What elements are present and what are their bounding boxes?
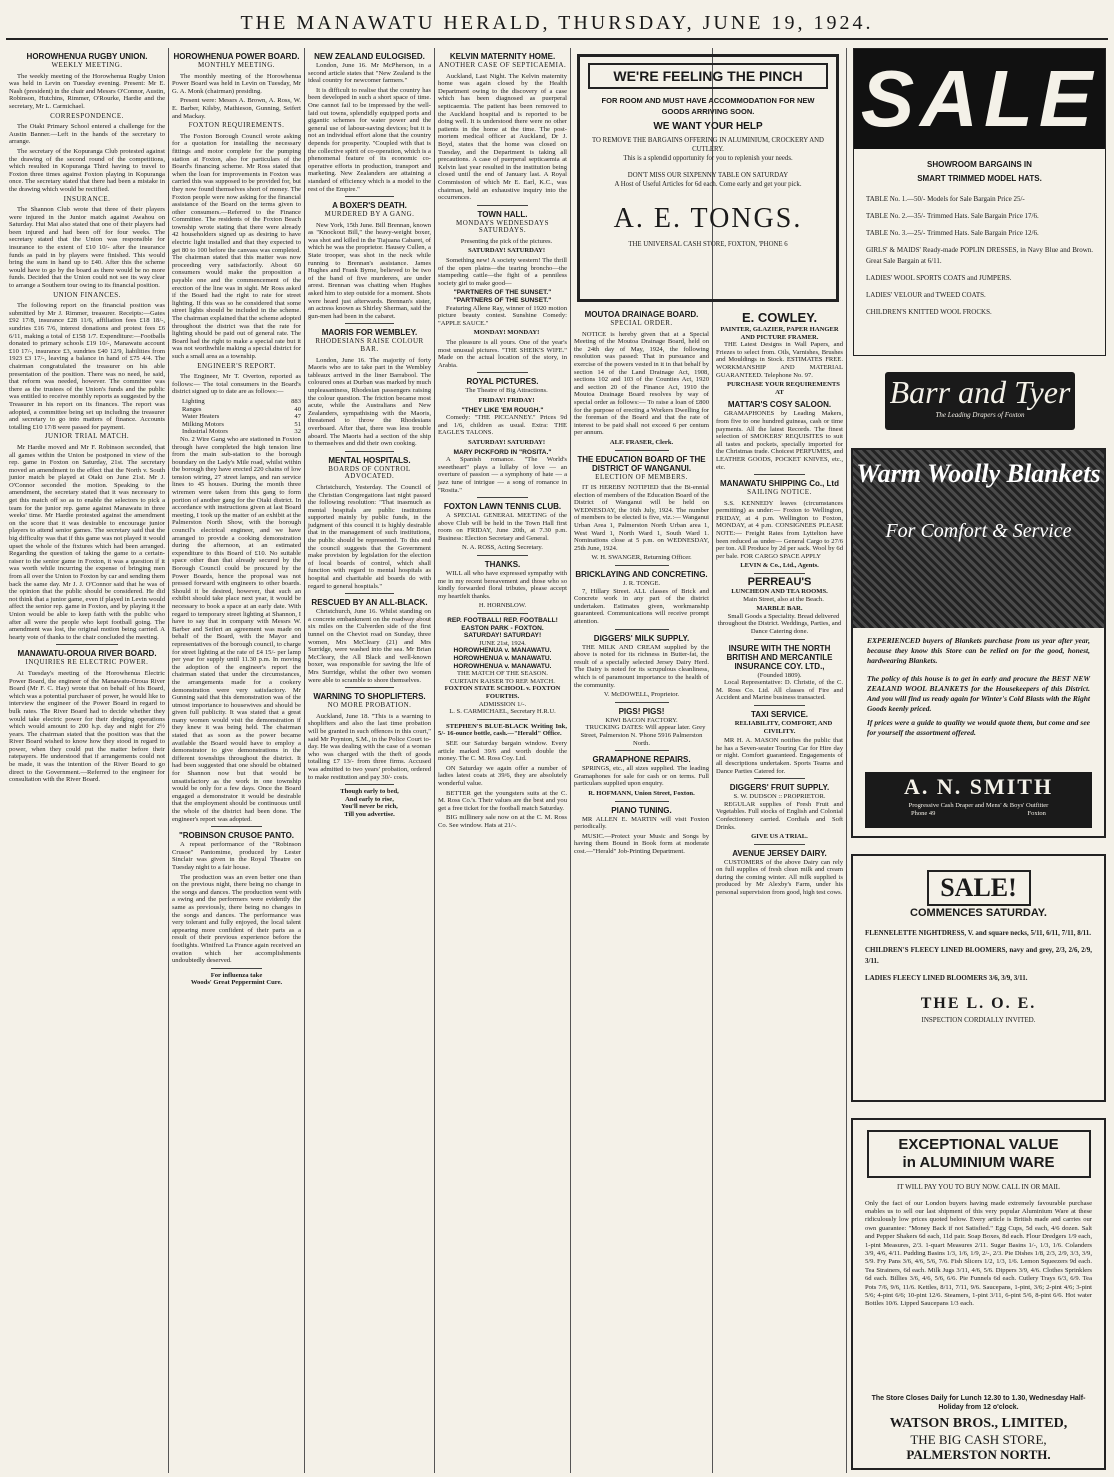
headline: GRAMAPHONE REPAIRS. (592, 755, 691, 765)
list-item: LADIES FLEECY LINED BLOOMERS 3/6, 3/9, 3/11. (865, 973, 1028, 982)
headline: PIANO TUNING. (611, 805, 672, 815)
subhead: SPECIAL ORDER. (610, 319, 673, 327)
headline: THE EDUCATION BOARD OF THE DISTRICT OF WANGANUI. (577, 454, 706, 473)
subhead: KIWI BACON FACTORY. (605, 716, 678, 724)
headline: KELVIN MATERNITY HOME. (449, 52, 556, 61)
advert-line: HOROWHENUA v. MANAWATU. (453, 647, 552, 655)
advert-text: MR ALLEN E. MARTIN will visit Foxton periodically. (574, 815, 709, 831)
advert-line: REP. FOOTBALL! REP. FOOTBALL! (447, 617, 558, 625)
advert-text: THE UNIVERSAL CASH STORE, FOXTON, 'PHONE 6 (628, 241, 788, 248)
subhead: BOARDS OF CONTROL ADVOCATED. (328, 464, 411, 481)
headline: ROYAL PICTURES. (466, 377, 539, 387)
list-item: CHILDREN'S KNITTED WOOL FROCKS. (866, 308, 992, 317)
article-text: A repeat performance of the "Robinson Crusoe" Pantomime, produced by Lester Sinclair was given in the Royal Theatre on Tuesday night to a fair house. (172, 841, 301, 871)
advert-headline: Warm Woolly Blankets (856, 459, 1101, 488)
advert-text: SHOWROOM BARGAINS IN (927, 160, 1032, 169)
tongs-advert: WE'RE FEELING THE PINCH FOR ROOM AND MUST HAVE ACCOMMODATION FOR NEW GOODS ARRIVING SOON. WE WANT YOUR HELP TO REMOVE THE BARGAINS OFFERING IN ALUMINIUM, CROCKERY AND CUTLERY. This is a splendid opportunity for you to replenish your needs. DON'T MISS OUR SIXPENNY TABLE ON SATURDAY A Host of Useful Articles for 6d each. Come early and get your pick. A. E. TONGS. THE UNIVERSAL CASH STORE, FOXTON, 'PHONE 6 (577, 54, 839, 302)
article-text: The Otaki Primary School entered a challenge for the Austin Banner.—Left in the hands of the secretary to arrange. (9, 123, 165, 146)
advert-name: PALMERSTON NORTH. (906, 1447, 1051, 1462)
advert-line: For influenza take (210, 971, 263, 979)
subhead: JUNIOR TRIAL MATCH. (44, 432, 130, 441)
advert-text: The Store Closes Daily for Lunch 12.30 to 1.30, Wednesday Half-Holiday from 12 o'clock. (871, 1395, 1086, 1411)
headline: MATTAR'S COSY SALOON. (727, 400, 832, 410)
column-5: MOUTOA DRAINAGE BOARD. SPECIAL ORDER. NOTICE is hereby given that at a Special Meeting of the Moutoa Drainage Board, held on the 24th day of May, 1924, the following resolution was passed: That in pursuance and exercise of the powers vested in it in that behalf by section 14 of the Land Drainage Act, 1908, sections 102 and 103 of the Counties Act, 1920 and section 20 of the Finance Act, 1910 the Moutoa Drainage Board resolves by way of special order as follows:— To raise a loan of £800 for the purpose of erecting a Workers Dwelling for the foreman of the Board and that the rate of interest to be paid shall not exceed 6 per centum per annum. ALF. FRASER, Clerk. THE EDUCATION BOARD OF THE DISTRICT OF WANGANUI. ELECTION OF MEMBERS. IT IS HEREBY NOTIFIED that the Bi-ennial election of members of the Education Board of the District of Wanganui will be held on WEDNESDAY, the 16th July, 1924. The number of members to be elected is five, viz.:— Wanganui Urban Area 1, Palmerston North Urban area 1, West Ward 1, North Ward 1, South Ward 1. Nominations close at 5 p.m. on WEDNESDAY, 25th June, 1924. W. H. SWANGER, Returning Officer. BRICKLAYING AND CONCRETING. J. R. TONGE. 7, Hillary Street. ALL classes of Brick and Concrete work in any part of the district undertaken. Estimates given, workmanship guaranteed. Communications will receive prompt attention. DIGGERS' MILK SUPPLY. THE MILK AND CREAM supplied by the above is noted for its richness in Butter-fat, the result of a specially selected Jersey Dairy Herd. The Dairy is noted for its scrupulous cleanliness, which is of paramount importance to the health of the community. V. McDOWELL, Proprietor. PIGS! PIGS! KIWI BACON FACTORY. TRUCKING DATES: Will appear later. Grey Street, Palmerston N. 'Phone 5916 Palmerston North. GRAMAPHONE REPAIRS. SPRINGS, etc., all sizes supplied. The leading Gramaphones for sale for cash or on terms. Full particulars supplied upon enquiry. R. HOFMANN, Union Street, Foxton. PIANO TUNING. MR ALLEN E. MARTIN will visit Foxton periodically. MUSIC.—Protect your Music and Songs by having them Bound in Book form at moderate cost.—"Herald" Job-Printing Department. (574, 310, 709, 855)
headline: E. COWLEY. (741, 310, 818, 325)
headline: PIGS! PIGS! (618, 706, 665, 716)
table-row: Milking Motors 51 (182, 420, 301, 428)
advert-text: STEPHEN'S BLUE-BLACK Writing Ink, 5/- 16-ounce bottle, cash.—"Herald" Office. (438, 722, 567, 738)
subhead: MURDERED BY A GANG. (324, 210, 415, 219)
newspaper-page (6, 4, 1108, 1473)
film-title: "PARTNERS OF THE SUNSET." (453, 289, 552, 297)
list-item: CHILDREN'S FLEECY LINED BLOOMERS, navy and grey, 2/3, 2/6, 2/9, 3/11. (865, 945, 1092, 965)
town: Foxton (1027, 809, 1046, 817)
advert-text: Progressive Cash Draper and Mens' & Boys' Outfitter (908, 802, 1049, 809)
advert-line: SATURDAY! SATURDAY! (463, 632, 542, 640)
subhead: J. R. TONGE. (622, 580, 661, 588)
advert-line: EASTON PARK - FOXTON. (461, 624, 544, 632)
advert-text: EXPERIENCED buyers of Blankets purchase from us year after year, because they know this Store can be relied on for the good, honest, hardwearing Blankets. (867, 636, 1090, 665)
headline: HOROWHENUA RUGBY UNION. (26, 52, 148, 61)
list-item: LADIES' WOOL SPORTS COATS and JUMPERS. (866, 274, 1012, 283)
hats-sale-advert (853, 48, 1106, 356)
subhead: MONTHLY MEETING. (197, 61, 276, 69)
subhead: WEEKLY MEETING. (51, 61, 123, 69)
advert-text: FOR ROOM AND MUST HAVE ACCOMMODATION FOR NEW GOODS ARRIVING SOON. (601, 96, 815, 116)
consumer-table (172, 398, 301, 436)
headline: AVENUE JERSEY DAIRY. (732, 848, 827, 858)
slogan: GIVE US A TRIAL. (751, 833, 808, 841)
advert-text: SMART TRIMMED MODEL HATS. (917, 173, 1042, 183)
logo-text: Barr and Tyer (889, 374, 1071, 410)
column-1: HOROWHENUA RUGBY UNION. WEEKLY MEETING. The weekly meeting of the Horowhenua Rugby Union was held in Levin on Tuesday evening. Present: Mr E. Nash (president) in the chair and Messrs O'Connor, Austin, Robinson, Hutchins, Rimmer, O'Rourke, Hardie and the secretary, Mr L. Carmichael. CORRESPONDENCE. The Otaki Primary School entered a challenge for the Austin Banner.—Left in the hands of the secretary to arrange. The secretary of the Kopuranga Club protested against the drawing of the second round of the competitions, which resulted in Kopuranga Third having to travel to Foxton three times against Foxton playing in Kopuranga once. The secretary stated that there had been a mistake in the drawing which would be rectified. INSURANCE. The Shannon Club wrote that three of their players were injured in the Junior match against Awahou on Saturday. Hui Mai also stated that one of their players had been injured and had been off for four weeks. The secretary stated that the Union was responsible for insurance to the extent of £10 10/- after the insurance funds as paid in by players were finished. This would bring the sum in hand up to £40. After this the scheme would have to go by the board as there would be no more funds. Decided that the Union could not see its way clear to arrange a Southern tour owing to its financial position. UNION FINANCES. The following report on the financial position was submitted by Mr J. Rimmer, treasurer. Receipts:—Gates £92 17/8, insurance £28 11/6, affiliation fees £18 18/-, sundries £16 7/6, interest donations and protest fees £6 6/11, making a total of £158 1/7. Expenditure:—Footballs donated to primary schools £19 10/-, Manawatu account £10 17/-, insurance £3, sundries £40 12/9, liabilities from 1923 £3 17/-, leaving a balance in hand of £75 4/4. The chairman congratulated the treasurer on his able presentation of the position. There was no need, he said, that reform was needed, however. The committee was there as the trustees of the Union's funds and the public was entitled to receive monthly reports as suggested by the Treasurer in his report on its finances. The report was adopted, a committee being set up including the treasurer and secretary to go into matters of finance. Accounts totalling £10 17/8 were passed for payment. JUNIOR TRIAL MATCH. Mr Hardie moved and Mr F. Robinson seconded, that all games within the Union be postponed in view of the rep. game in Foxton on Saturday, 21st. The secretary moved an amendment to the effect that the North v. South junior match be played at Otaki on June 21st. Mr J. O'Connor seconded the motion. Speaking to the amendment, the secretary stated that it was necessary to get this match off so as to enable the selectors to pick a team for the junior rep. game against Manawatu in three weeks' time. Mr Hardie protested against the amendment on the score that it was desirable to encourage junior players to attend senior games. The secretary said that the big difficulty was that if this game was not played it would upset the whole of the fixtures which had been arranged. Regarding the question of taking the game to a certain-raiser to the senior game in Foxton, it was a question if it was worth while incurring the expense of bringing men from all over the Union to Foxton by car and sending them back the same day. Mr J. J. O'Connor said that he was of the opinion that the public should be considered. He did not think that a junior game, even if played in Levin would affect the senior rep. game in Foxton, and by playing it the Union would be able to keep faith with the public who after all were the people who kept football going. The amendment was lost, the original motion being carried. A hearty vote of thanks to the chair concluded the meeting. MANAWATU-OROUA RIVER BOARD. INQUIRIES RE ELECTRIC POWER. At Tuesday's meeting of the Horowhenua Electric Power Board, the engineer of the Manawatu-Oroua River Board (Mr F. C. Hay) wrote that on behalf of his Board, which was a potential purchaser of power, he would like to interview the engineer of the Power Board in regard to bulk rates. The River Board had to decide whether they would take electric power for their dredging operations which would amount to 200 h.p. day and night for 2½ years. The chairman stated that the position was that the River Board wished to know how they stood in regard to power, when they could put the matter before their ratepayers. He understood that if arrangements could not be made, it was the intention of the River Board to go direct to the Government.—Referred to the engineer for consultation with the River Board. (9, 52, 165, 784)
advert-text: WE WANT YOUR HELP (653, 121, 763, 132)
advert-line: Though early to bed, (340, 788, 399, 796)
headline: MAORIS FOR WEMBLEY. (321, 328, 418, 338)
subhead: LUNCHEON AND TEA ROOMS. (731, 588, 828, 596)
subhead: MARBLE BAR. (756, 605, 803, 613)
advert-line: THE MATCH OF THE SEASON. (457, 670, 548, 678)
signature: W. H. SWANGER, Returning Officer. (591, 554, 692, 562)
signature: V. McDOWELL, Proprietor. (603, 691, 680, 699)
blankets-illustration (853, 450, 1104, 628)
headline: BRICKLAYING AND CONCRETING. (575, 570, 708, 580)
headline: THANKS. (484, 560, 521, 570)
advert-subheadline: For Comfort & Service (885, 520, 1072, 542)
table-row: Ranges 40 (182, 405, 301, 413)
column-6: E. COWLEY. PAINTER, GLAZIER, PAPER HANGER AND PICTURE FRAMER. THE Latest Designs in Wall Papers, and Friezes to select from. Oils, Varnishes, Brushes and Mouldings in Stock. ESTIMATES FREE. WORKMANSHIP AND MATERIAL GUARANTEED. Telephone No. 97. PURCHASE YOUR REQUIREMENTS AT MATTAR'S COSY SALOON. GRAMAPHONES by Leading Makers, from five to one hundred guineas, cash or time payments. All the latest Records. The finest selection of SMOKERS' REQUISITES to suit all tastes and pockets, specially imported for the Christmas trade. Choicest PERFUMES, and LEATHER GOODS, POCKET KNIVES, etc., etc. MANAWATU SHIPPING Co., Ltd SAILING NOTICE. S.S. KENNEDY leaves (circumstances permitting) as under:— Foxton to Wellington, FRIDAY, at 4 p.m. Wellington to Foxton, MONDAY, at 4 p.m. CONSIGNEES PLEASE NOTE:— Freight Rates from Lyttelton have been reduced as under— General Cargo to 27/6 per ton. All Produce by 2d per sack. Wool by 6d per bale. FOR CARGO SPACE APPLY LEVIN & Co., Ltd., Agents. PERREAU'S LUNCHEON AND TEA ROOMS. Main Street, also at the Beach. MARBLE BAR. Small Goods a Speciality. Bread delivered throughout the District. Weddings, Parties, and Dance Catering done. INSURE WITH THE NORTH BRITISH AND MERCANTILE INSURANCE COY. LTD., (Founded 1809). Local Representative: D. Christie, of the C. M. Ross Co. Ltd. All classes of Fire and Accident and Marine business transacted. TAXI SERVICE. RELIABILITY, COMFORT, AND CIVILITY. MR H. A. MASON notifies the public that he has a Seven-seater Touring Car for Hire day or night. Comfort guaranteed. Engagements of all descriptions undertaken. Sports Teams and Dance Parties Catered for. DIGGERS' FRUIT SUPPLY. S. W. DUDSON :: PROPRIETOR. REGULAR supplies of Fresh Fruit and Vegetables. Full stocks of English and Colonial Confectionery carried. Cordials and Soft Drinks. GIVE US A TRIAL. AVENUE JERSEY DAIRY. CUSTOMERS of the above Dairy can rely on full supplies of fresh clean milk and cream during the coming winter. All milk supplied is produced by Mr Alexby's Farm, under his personal supervision from good, high test cows. (716, 310, 843, 897)
subhead: MONDAYS WEDNESDAYS SATURDAYS. (456, 218, 549, 235)
subhead: PAINTER, GLAZIER, PAPER HANGER AND PICTURE FRAMER. (720, 326, 839, 341)
list-item: TABLE No. 3.—25/- Trimmed Hats. Sale Bargain Price 12/6. (866, 229, 1039, 238)
headline: "ROBINSON CRUSOE PANTO. (178, 831, 295, 841)
signature: ALF. FRASER, Clerk. (609, 438, 674, 446)
list-item: GIRLS' & MAIDS' Ready-made POPLIN DRESSES, in Navy Blue and Brown. Great Sale Bargain at 6/11. (866, 246, 1093, 266)
subhead: ELECTION OF MEMBERS. (595, 472, 688, 481)
headline: FOXTON LAWN TENNIS CLUB. (443, 502, 562, 512)
column-2: HOROWHENUA POWER BOARD. MONTHLY MEETING. The monthly meeting of the Horowhenua Power Board was held in Levin on Tuesday, Mr G. A. Monk (chairman) presiding. Present were: Messrs A. Brown, A. Ross, W. E. Barber, Kilsby, Mathieson, Gunning, Seifert and Mackay. FOXTON REQUIREMENTS. The Foxton Borough Council wrote asking for a quotation for installing the necessary fittings and motor complete for the pumping station at Foxton, also for particulars of the Board's financing scheme. Mr Ross stated that when the loan for improvements in Foxton was carried this was supposed to be provided for, but they now found themselves short of money. The Foxton people were now asking for the financial assistance of the Board on the terms given to other consumers.—Referred to the Finance Committee. The residents of the Foxton Beach township wrote stating that there were already 42 householders signed up as desiring to have electric light installed and that they expected to get 80 to 100 before the canvass was completed. The chairman stated that this matter was now proceeding very satisfactorily. About 60 consumers would make the proposition a payable one and the commencement of the erection of the line was in sight. Mr Ross asked if the Board had the right to rate for street lighting. If this was so he considered that some street lights should be included in the scheme. The chairman explained that the scheme adopted throughout the district was that the rate for lighting should be paid out of general rate. The Board had the right to make a special rate but it was not worthwhile making a special district for such a small area as a township. ENGINEER'S REPORT. The Engineer, Mr T. Overton, reported as follows:— The total consumers in the Board's district signed up to date are as follows:— Lighting 883 Ranges 40 Water Heaters 47 Milking Motors 51 Industrial Motors 32 No. 2 Wire Gang who are stationed in Foxton through have completed the high tension line from the main sub-station to the borough boundary on the Lady's Mile road, whilst within the borough they have erected 220 chains of low tension wiring, 27 street lamps, and ran service lines to 45 houses. During the month three wiremen were taken from this gang to form portion of another gang for the Otaki district. In accordance with instructions given at last Board meeting, I took up the matter of an exhibit at the Palmerston North Show, with the borough council's electrical engineer, and we have arranged to provide a cooking demonstration during the afternoon, at an estimated expenditure to this Board of £10. No suitable space other than that already secured by the Borough Council could be procured by the Power Boards, hence the proposal was not pressed forward with engineers to other boards. Should it be desired, however, that such an exhibit should take place next year, it would be necessary to book a space at an early date. With regard to temporary street lighting at Shannon, I have to say that in company with Messrs W. Barber and Seifert an agreement was made on behalf of the Board, with the Mayor and representatives of the borough council, to charge for street lighting at the rate of £4 15/- per lamp per year for supply until 11.30 p.m. In moving the adoption of the engineer's report the chairman stated that under the circumstances, the arrangements made for a cookery demonstration were very satisfactory. Mr Gunning said that this demonstration was of the utmost importance to housewives and should be given full publicity. It was stated that a great many women would visit the demonstration if they knew it was being held. The chairman stated that as soon as the power became available the Board would have to employ a demonstrator to give demonstrations in the different townships throughout the district. It had been suggested that one should be obtained for Shannon now but that would be unsatisfactory as the work in one township would be only for a few days. Once the Board engaged a demonstrator it would be desirable that the employment should be continuous until the whole of the district had been done. The engineer's report was adopted. "ROBINSON CRUSOE PANTO. A repeat performance of the "Robinson Crusoe" Pantomime, produced by Lester Sinclair was given in the Royal Theatre on Tuesday night to a fair house. The production was an even better one than on the previous night, there being no change in the songs and dances. The production went with a swing and the performers were evidently the same as previously, there being no changes in the songs and dances. The performance was very tolerant and fully enjoyed, the local talent appearing more confident of their parts as a result of their previous experience before the footlights. Winifred La France again received an ovation which her accomplishments undoubtedly deserved. For influenza take Woods' Great Peppermint Cure. (172, 52, 301, 987)
subhead: (Founded 1809). (757, 671, 802, 679)
headline: DIGGERS' MILK SUPPLY. (593, 633, 690, 643)
loe-sale-advert (851, 854, 1106, 1102)
film-title: MARY PICKFORD IN "ROSITA." (453, 448, 552, 456)
aluminium-advert: EXCEPTIONAL VALUE in ALUMINIUM WARE IT WILL PAY YOU TO BUY NOW. CALL IN OR MAIL Only the fact of our London buyers having made extremely favourable purchase enables us to sell our last shipment of this very popular Aluminium Ware at these ridiculously low prices quoted below. Every article is British made and carries our own guarantee: "Money Back if not Satisfied." Egg Cups, 5d each, 4/6 dozen. Salt and Pepper Shakers 6d each, 11d pair. Soap Boxes, 8d each. Flour Dredgers 1/9 each, 1-pint Measures, 2/3. 1-quart Measures 2/11. Sugar Basins 1/-, 1/3, 1/6. Colanders 3/9, 4/6, 4/11. Pudding Basins 1/3, 1/6, 1/9, 2/-, 2/3. Pie Dishes 1/8, 2/3, 2/9, 3/3, 3/9, 5/9. Fry Pans 3/6, 4/6, 5/6, 7/6. Fish Slicers 1/2, 1/3, 1/6. Lemon Squeezers 9d each. Tea Strainers, 6d each. Milk Jugs 3/11, 4/6, 5/6. Dippers 3/9, 4/6. Clothes Sprinklers 6d each. Billies 3/6, 4/6, 5/6, 6/6. Pie Funnels 6d each. Cutlery Trays 6/3, 6/9. Tea Pots 7/6, 9/6, 11/6. Kettles, 8/11, 7/11, 9/6. Saucepans, 1-pint, 3/6; 2-pint 4/6; 3-pint 5/6; 4-pint 6/6; 10-pint 12/6. Steamers, 1-pint 3/11, 6-pint 5/6, 8-pint 6/6. Hot water Bottles 10/6. Lipped Saucepans 1/3 each. The Store Closes Daily for Lunch 12.30 to 1.30, Wednesday Half-Holiday from 12 o'clock. WATSON BROS., LIMITED, THE BIG CASH STORE, PALMERSTON NORTH. (851, 1118, 1106, 1470)
sale-banner: SALE (854, 49, 1105, 149)
advert-text: TO REMOVE THE BARGAINS OFFERING IN ALUMINIUM, CROCKERY AND CUTLERY. (592, 137, 824, 153)
headline: WARNING TO SHOPLIFTERS. (313, 692, 426, 702)
headline: INSURE WITH THE NORTH BRITISH AND MERCANTILE INSURANCE COY. LTD., (726, 643, 833, 671)
headline: MENTAL HOSPITALS. (328, 455, 411, 465)
headline: MANAWATU-OROUA RIVER BOARD. (17, 649, 157, 659)
advert-line: HOROWHENUA v. MANAWATU. (453, 655, 552, 662)
advert-headline: COMMENCES SATURDAY. (910, 907, 1047, 919)
agent: LEVIN & Co., Ltd., Agents. (740, 562, 819, 570)
advert-text: MUSIC.—Protect your Music and Songs by having them Bound in Book form at moderate cost.—"Herald" Job-Printing Department. (574, 832, 709, 855)
table-row: Industrial Motors 32 (182, 428, 301, 436)
subhead: INSURANCE. (63, 194, 111, 203)
advert-headline: in ALUMINIUM WARE (902, 1154, 1055, 1171)
table-row: Water Heaters 47 (182, 413, 301, 421)
sale-list (853, 928, 1104, 984)
advert-name: A. N. SMITH (903, 774, 1054, 799)
headline: A BOXER'S DEATH. (332, 201, 407, 211)
subhead: NO MORE PROBATION. (327, 701, 412, 710)
subhead: ANOTHER CASE OF SEPTICAEMIA. (438, 61, 567, 69)
headline: RESCUED BY AN ALL-BLACK. (311, 598, 428, 608)
column-4: KELVIN MATERNITY HOME. ANOTHER CASE OF SEPTICAEMIA. Auckland, Last Night. The Kelvin maternity home was again closed by the Health Department owing to the discovery of a case which has been diagnosed as puerperal septicaemia. The patient has been removed to the Auckland hospital and is reported to be doing well. It is understood there were no other patients in the home at the time. The post-mortem medical officer at Auckland, Dr J. Boyd, states that the home was closed on Tuesday, and the Department is taking all precautions. A case of puerperal septicaemia at Kelvin last year resulted in the institution being closed until the end of January last. A Royal Commission of which Mr E. Earl, K.C., was chairman, held an exhaustive inquiry into the occurrences. TOWN HALL. MONDAYS WEDNESDAYS SATURDAYS. Presenting the pick of the pictures. SATURDAY! SATURDAY! Something new! A society western! The thrill of the open plains—the tearing broncho—the stampeding cattle—the fight of a penniless society girl to make good— "PARTNERS OF THE SUNSET." "PARTNERS OF THE SUNSET." Featuring Allene Ray, winner of 1920 motion picture beauty contest. Sunshine Comedy: "APPLE SAUCE." MONDAY! MONDAY! The pleasure is all yours. One of the year's most unusual pictures. "THE SHEIK'S WIFE." Made on the actual location of the story, in Arabia. ROYAL PICTURES. The Theatre of Big Attractions. FRIDAY! FRIDAY! "THEY LIKE 'EM ROUGH." Comedy: "THE PICCANNEY." Prices 9d and 1/6, children as usual. Extra: THE EAGLE'S TALONS. SATURDAY! SATURDAY! MARY PICKFORD IN "ROSITA." A Spanish romance. "The World's sweetheart" plays a lullaby of love — an overture of passion — a symphony of hate — a jazz tune of intrigue — a song of romance in "Rosita." FOXTON LAWN TENNIS CLUB. A SPECIAL GENERAL MEETING of the above Club will be held in the Town Hall first room on FRIDAY, June 20th, at 7.30 p.m. Business: Election Secretary and General. N. A. ROSS, Acting Secretary. THANKS. WILL all who have expressed sympathy with me in my recent bereavement and those who so kindly forwarded floral tributes, please accept my heartfelt thanks. H. HORNBLOW. REP. FOOTBALL! REP. FOOTBALL! EASTON PARK - FOXTON. SATURDAY! SATURDAY! JUNE 21st, 1924. HOROWHENUA v. MANAWATU. HOROWHENUA v. MANAWATU. HOROWHENUA v. MANAWATU. THE MATCH OF THE SEASON. CURTAIN RAISER TO REP. MATCH. FOXTON STATE SCHOOL v. FOXTON FOURTHS. ADMISSION 1/-. L. S. CARMICHAEL, Secretary H.R.U. STEPHEN'S BLUE-BLACK Writing Ink, 5/- 16-ounce bottle, cash.—"Herald" Office. SEE our Saturday bargain window. Every article marked 39/6 and worth double the money. The C. M. Ross Coy. Ltd. ON Saturday we again offer a number of ladies latest coats at 39/6, they are absolutely wonderful value. BETTER get the youngsters suits at the C. M. Ross Co.'s. Their values are the best and you get a free ticket for the football match Saturday. BIG millinery sale now on at the C. M. Ross Co. See window. Hats at 21/-. (438, 52, 567, 829)
signature: R. HOFMANN, Union Street, Foxton. (588, 789, 695, 797)
advert-line: Woods' Great Peppermint Cure. (190, 979, 283, 987)
advert-text: DON'T MISS OUR SIXPENNY TABLE ON SATURDAY (627, 172, 789, 179)
film-title: "THEY LIKE 'EM ROUGH." (461, 406, 544, 414)
headline: MOUTOA DRAINAGE BOARD. (584, 310, 699, 319)
list-item: TABLE No. 1.—50/- Models for Sale Bargain Price 25/- (866, 195, 1025, 204)
column-3: NEW ZEALAND EULOGISED. London, June 16. Mr McPherson, in a second article states that "New Zealand is the ideal country for newcomer farmers." It is difficult to realise that the country has been developed in such a short space of time. One cannot fail to be impressed by the well-laid out towns, splendidly equipped ports and gigantic schemes for water power and the general use of labour-saving devices; but it is not an individual effort alone that the country depends for prosperity. "Coupled with that is the collective spirit of co-operation, which is a phenomenal feature of its economic co-operative efforts in production, transport and marketing. New Zealanders are attaining a standard of efficiency which is a model to the rest of the Empire." A BOXER'S DEATH. MURDERED BY A GANG. New York, 15th June. Bill Brennan, known as "Knockout Bill," the heavy-weight boxer, was shot and killed in the Tiajuana Cabaret, of which he was the proprietor. Hausey Cullen, a State trooper, was shot in the neck while running to Brennan's assistance. James Hughes and Frank Byrne, believed to be two of the band of five murderers, are under arrest. Brennan was chatting when Hughes asked him to step outside for a moment. Shots were heard just afterwards. Brennan's sister, an actress known as Shirley Sherman, said the gun-men had been in the cabaret. MAORIS FOR WEMBLEY. RHODESIANS RAISE COLOUR BAR. London, June 16. The majority of forty Maoris who are to take part in the Wembley tableaux arrived in the liner Barrabool. The coloured ones at Durban was marked by much unpleasantness, Rhodesian passengers raising the colour question. The friction became most acute, while the Australians and New Zealanders, sympathising with the Maoris, threatened to throw the Rhodesians overboard. After that, there was less trouble aboard. The Maoris had a section of the ship to themselves and did their own cooking. MENTAL HOSPITALS. BOARDS OF CONTROL ADVOCATED. Christchurch, Yesterday. The Council of the Christian Congregations last night passed the following resolution: "That inasmuch as mental hospitals are public institutions supported mainly by public funds, in the judgment of this council it is highly desirable that in the management of such institutions, the public should be represented. To this end the council suggests that the Government make provision by legislation for the election of local boards of control, which shall function with regard to mental hospitals as hospital and charitable aid boards do with regard to general hospitals." RESCUED BY AN ALL-BLACK. Christchurch, June 16. Whilst standing on a concrete embankment on the roadway about six miles on the Culverden side of the first tunnel on the Cheviot road on Sunday, three women, Mrs McCleary (21) and Mrs Surridge, were washed into the sea. Mr Brian McCleary, the All Black and well-known boxer, was responsible for saving the life of Mrs Surridge, whilst the other two women were able to scramble to shore themselves. WARNING TO SHOPLIFTERS. NO MORE PROBATION. Auckland, June 18. "This is a warning to shoplifters and also the last time probation will be granted in such offences in this court," said Mr Poynton, S.M., in the Police Court to-day. He was dealing with the case of a woman who was charged with the theft of goods totalling £7 13/- from three firms. Accused was admitted to two years' probation, ordered to make restitution and pay 30/- costs. Though early to bed, And early to rise, You'll never be rich, Till you advertise. (308, 52, 431, 818)
headline: TAXI SERVICE. (750, 709, 809, 719)
advert-text: IT WILL PAY YOU TO BUY NOW. CALL IN OR MAIL (897, 1183, 1060, 1191)
subhead: ENGINEER'S REPORT. (197, 361, 276, 370)
subhead: UNION FINANCES. (53, 290, 121, 299)
advert-name: THE L. O. E. (920, 994, 1037, 1012)
signature: H. HORNBLOW. (478, 602, 527, 610)
advert-line: ADMISSION 1/-. (478, 700, 527, 708)
column-7 (849, 48, 1108, 1473)
headline: DIGGERS' FRUIT SUPPLY. (729, 783, 830, 793)
headline: NEW ZEALAND EULOGISED. (314, 52, 425, 61)
subhead: S. W. DUDSON :: PROPRIETOR. (733, 793, 826, 801)
headline: MANAWATU SHIPPING Co., Ltd (720, 479, 839, 489)
logo-subtext: The Leading Drapers of Foxton (935, 411, 1025, 419)
list-item: LADIES' VELOUR and TWEED COATS. (866, 291, 986, 300)
advert-line: HOROWHENUA v. MANAWATU. (453, 662, 552, 670)
subhead: INQUIRIES RE ELECTRIC POWER. (25, 658, 149, 667)
advert-line: JUNE 21st, 1924. (479, 639, 526, 647)
advert-footer (853, 1394, 1104, 1462)
advert-line: FOXTON STATE SCHOOL v. FOXTON FOURTHS. (444, 685, 561, 700)
advert-text: BIG millinery sale now on at the C. M. Ross Co. See window. Hats at 21/-. (438, 814, 567, 829)
advert-name: WATSON BROS., LIMITED, (889, 1416, 1068, 1431)
advert-headline: WE'RE FEELING THE PINCH (588, 63, 828, 89)
advert-name: THE BIG CASH STORE, (910, 1432, 1047, 1447)
article-text: The weekly meeting of the Horowhenua Rugby Union was held in Levin on Tuesday evening. Present: Mr E. Nash (president) in the chair and Messrs O'Connor, Austin, Robinson, Hutchins, Rimmer, O'Rourke, Hardie and the secretary, Mr L. Carmichael. (9, 72, 165, 110)
advert-line: You'll never be rich, (341, 803, 398, 811)
advert-line: CURTAIN RAISER TO REP. MATCH. (450, 677, 555, 685)
subhead: CORRESPONDENCE. (50, 111, 124, 120)
subhead: SAILING NOTICE. (747, 488, 812, 497)
advert-line: Till you advertise. (344, 810, 395, 818)
blankets-advert: Warm Woolly Blankets For Comfort & Service EXPERIENCED buyers of Blankets purchase from us year after year, because they know this Store can be relied on for the good, honest, hardwearing Blankets. The policy of this house is to get in early and procure the BEST NEW ZEALAND WOOL BLANKETS for the Housekeepers of this District. And you will find us ready again for Winter's Cold Blasts with the Right Goods keenly priced. If prices were a guide to quality we would quote them, but come and see for yourself the assortment offered. A. N. SMITH Progressive Cash Draper and Mens' & Boys' Outfitter Phone 49 Foxton (851, 448, 1106, 838)
phone-number: Phone 49 (911, 809, 936, 817)
list-item: TABLE No. 2.—35/- Trimmed Hats. Sale Bargain Price 17/6. (866, 212, 1039, 221)
sale-heading: SALE! (927, 870, 1031, 906)
headline: TOWN HALL. (477, 209, 528, 219)
signature: N. A. ROSS, Acting Secretary. (462, 544, 543, 552)
advert-text: INSPECTION CORDIALLY INVITED. (921, 1016, 1036, 1025)
advert-heading-box (867, 1130, 1091, 1178)
smith-banner (865, 772, 1092, 828)
table-row: Lighting 883 (182, 397, 301, 405)
masthead: THE MANAWATU HERALD, THURSDAY, JUNE 19, 1924. (6, 4, 1108, 40)
list-item: FLENNELETTE NIGHTDRESS, V. and square necks, 5/11, 6/11, 7/11, 8/11. (865, 928, 1092, 937)
advert-line: L. S. CARMICHAEL, Secretary H.R.U. (449, 708, 556, 716)
advert-headline: EXCEPTIONAL VALUE (898, 1136, 1059, 1153)
subhead: FOXTON REQUIREMENTS. (188, 121, 285, 130)
advert-line: And early to rise, (345, 795, 394, 803)
advert-name: A. E. TONGS. (613, 203, 803, 234)
article-text: London, June 16. Mr McPherson, in a second article states that "New Zealand is the ideal country for newcomer farmers." (308, 62, 431, 85)
headline: HOROWHENUA POWER BOARD. (173, 52, 300, 61)
barr-tyer-logo (885, 372, 1075, 430)
film-title: "PARTNERS OF THE SUNSET." (453, 297, 552, 305)
sale-list (854, 194, 1105, 318)
article-text: The monthly meeting of the Horowhenua Power Board was held in Levin on Tuesday, Mr G. A. Monk (chairman) presiding. (172, 72, 301, 95)
subhead: RHODESIANS RAISE COLOUR BAR. (315, 337, 424, 353)
headline: PERREAU'S (747, 576, 812, 589)
